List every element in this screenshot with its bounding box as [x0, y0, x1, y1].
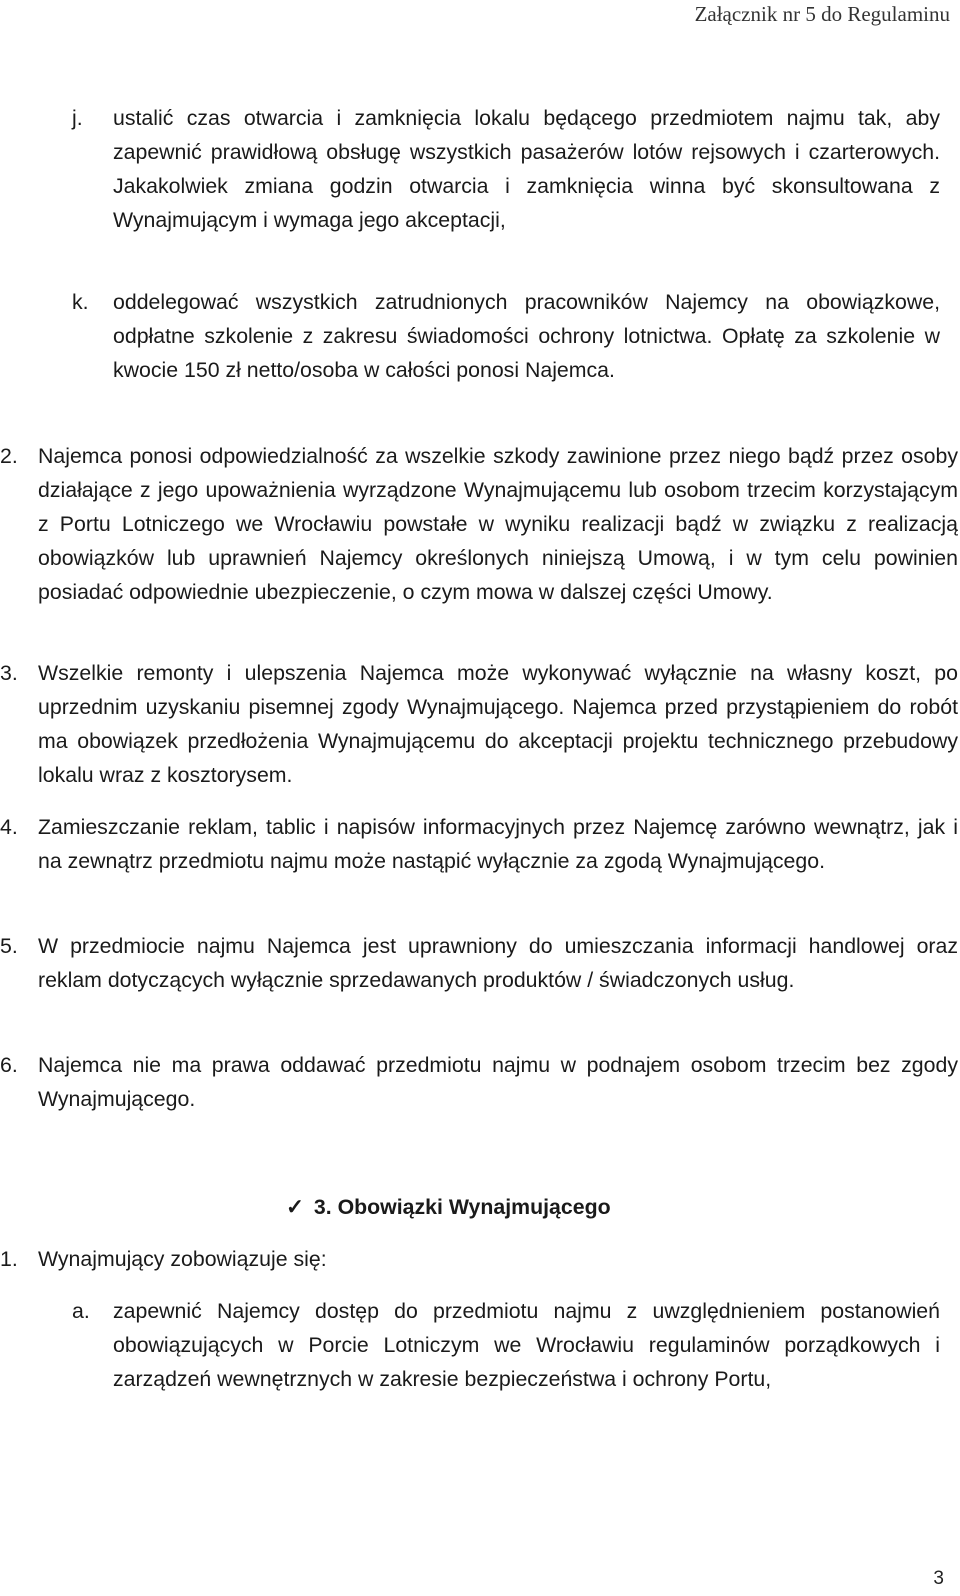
paragraph-2	[0, 439, 958, 609]
section-heading	[286, 1190, 611, 1224]
paragraph-number: 5.	[0, 934, 18, 958]
paragraph-text: Najemca ponosi odpowiedzialność za wszelkie szkody zawinione przez niego bądź przez osoby działające z jego upoważnienia wyrządzone Wynajmującemu lub osobom trzecim korzystającym z Portu Lotniczego we Wrocławiu powstałe w wyniku realizacji bądź w związku z realizacją obowiązków lub uprawnień Najemcy określonych niniejszą Umową, i w tym celu powinien posiadać odpowiednie ubezpieczenie, o czym mowa w dalszej części Umowy.	[38, 444, 958, 604]
list-item-text: ustalić czas otwarcia i zamknięcia lokalu będącego przedmiotem najmu tak, aby zapewnić prawidłową obsługę wszystkich pasażerów lotów rejsowych i czarterowych. Jakakolwiek zmiana godzin otwarcia i zamknięcia winna być skonsultowana z Wynajmującym i wymaga jego akceptacji,	[113, 106, 940, 232]
paragraph-5	[0, 929, 958, 997]
list-item-text: zapewnić Najemcy dostęp do przedmiotu najmu z uwzględnieniem postanowień obowiązujących w Porcie Lotniczym we Wrocławiu regulaminów porządkowych i zarządzeń wewnętrznych w zakresie bezpieczeństwa i ochrony Portu,	[113, 1299, 940, 1391]
list-item-text: oddelegować wszystkich zatrudnionych pracowników Najemcy na obowiązkowe, odpłatne szkolenie z zakresu świadomości ochrony lotnictwa. Opłatę za szkolenie w kwocie 150 zł netto/osoba w całości ponosi Najemca.	[113, 290, 940, 382]
section-title: 3. Obowiązki Wynajmującego	[313, 1195, 611, 1219]
page-number: 3	[933, 1568, 944, 1589]
paragraph-number: 2.	[0, 444, 18, 468]
bullet-icon: ✓	[286, 1195, 304, 1219]
list-marker: k.	[72, 290, 89, 314]
list-item-k	[72, 285, 940, 387]
paragraph-text: Najemca nie ma prawa oddawać przedmiotu najmu w podnajem osobom trzecim bez zgody Wynajmującego.	[38, 1053, 958, 1111]
paragraph-text: W przedmiocie najmu Najemca jest uprawniony do umieszczania informacji handlowej oraz reklam dotyczących wyłącznie sprzedawanych produktów / świadczonych usług.	[38, 934, 958, 992]
section-paragraph-1	[0, 1242, 958, 1276]
paragraph-number: 4.	[0, 815, 18, 839]
list-item-a	[72, 1294, 940, 1396]
paragraph-text: Wynajmujący zobowiązuje się:	[38, 1247, 327, 1271]
paragraph-number: 1.	[0, 1247, 18, 1271]
paragraph-3	[0, 656, 958, 792]
page-header: Załącznik nr 5 do Regulaminu	[694, 2, 950, 26]
list-marker: j.	[72, 106, 83, 130]
list-item-j	[72, 101, 940, 237]
paragraph-number: 3.	[0, 661, 18, 685]
list-marker: a.	[72, 1299, 90, 1323]
paragraph-text: Wszelkie remonty i ulepszenia Najemca może wykonywać wyłącznie na własny koszt, po uprzednim uzyskaniu pisemnej zgody Wynajmującego. Najemca przed przystąpieniem do robót ma obowiązek przedłożenia Wynajmującemu do akceptacji projektu technicznego przebudowy lokalu wraz z kosztorysem.	[38, 661, 958, 787]
paragraph-6	[0, 1048, 958, 1116]
paragraph-number: 6.	[0, 1053, 18, 1077]
paragraph-4	[0, 810, 958, 878]
paragraph-text: Zamieszczanie reklam, tablic i napisów informacyjnych przez Najemcę zarówno wewnątrz, jak i na zewnątrz przedmiotu najmu może nastąpić wyłącznie za zgodą Wynajmującego.	[38, 815, 958, 873]
